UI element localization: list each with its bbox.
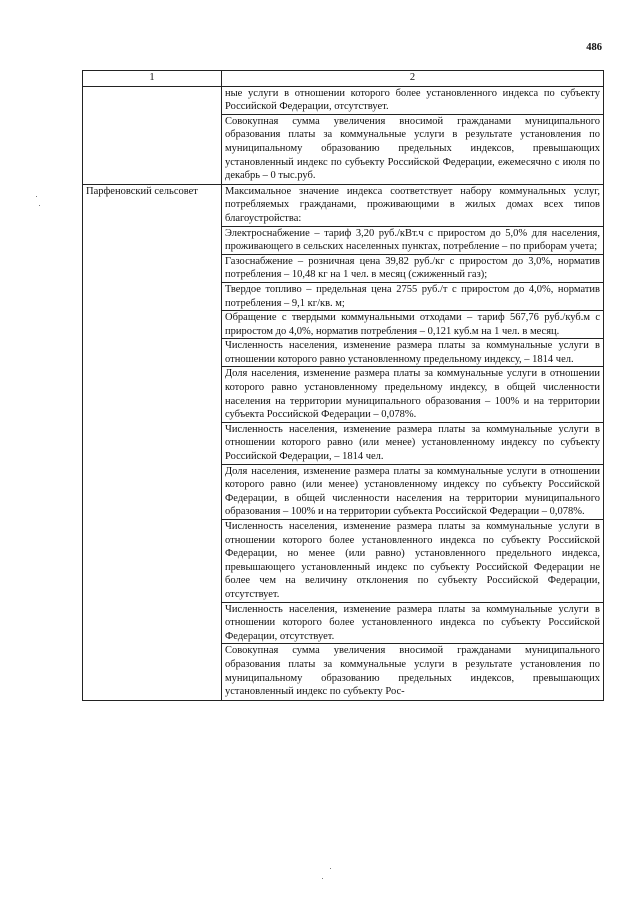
page-number: 486 bbox=[586, 42, 602, 53]
description-cell bbox=[222, 86, 604, 184]
paragraph: Твердое топливо – предельная цена 2755 руб./т с приростом до 4,0%, норматив потребления – 9,1 кг/кв. м; bbox=[222, 283, 603, 311]
paragraph: Обращение с твердыми коммунальными отходами – тариф 567,76 руб./куб.м с приростом до 4,0%, норматив потребления – 0,121 куб.м на 1 чел. в месяц. bbox=[222, 311, 603, 339]
paragraph: Численность населения, изменение размера платы за коммунальные услуги в отношении которого более установленного индекса по субъекту Российской Федерации, но менее (или равно) установленного предельного индекса, превышающего установленный индекс по субъекту Российской Федерации не более чем на величину отклонения по субъекту Российской Федерации, отсутствует. bbox=[222, 520, 603, 603]
paragraph: Совокупная сумма увеличения вносимой гражданами муниципального образования платы за коммунальные услуги в результате установления по муниципальному образованию предельных индексов, превышающих установленный индекс по субъекту Рос- bbox=[225, 645, 600, 698]
paragraph: Максимальное значение индекса соответствует набору коммунальных услуг, потребляемых гражданами, проживающими в жилых домах всех типов благоустройства: bbox=[222, 185, 603, 227]
paragraph: Доля населения, изменение размера платы за коммунальные услуги в отношении которого равно (или менее) установленному индексу по субъекту Российской Федерации, в общей численности населения на территории муниципального образования – 100% и на территории субъекта Российской Федерации – 0,078%. bbox=[222, 465, 603, 520]
paragraph: Электроснабжение – тариф 3,20 руб./кВт.ч с приростом до 5,0% для населения, проживающего в сельских населенных пунктах, потребление – по приборам учета; bbox=[222, 227, 603, 255]
scan-speck bbox=[39, 205, 40, 206]
paragraph: Численность населения, изменение размера платы за коммунальные услуги в отношении которого более установленного индекса по субъекту Российской Федерации, отсутствует. bbox=[222, 603, 603, 645]
paragraph: Газоснабжение – розничная цена 39,82 руб./кг с приростом до 3,0%, норматив потребления – 10,48 кг на 1 чел. в месяц (сжиженный газ); bbox=[222, 255, 603, 283]
table-row bbox=[83, 86, 604, 184]
paragraph: ные услуги в отношении которого более установленного индекса по субъекту Российской Федерации, отсутствует. bbox=[222, 87, 603, 115]
paragraph: Совокупная сумма увеличения вносимой гражданами муниципального образования платы за коммунальные услуги в результате установления по муниципальному образованию предельных индексов, превышающих установленный индекс по субъекту Российской Федерации, ежемесячно с июля по декабрь – 0 тыс.руб. bbox=[225, 115, 600, 182]
paragraph: Численность населения, изменение размера платы за коммунальные услуги в отношении которого равно (или менее) установленному индексу по субъекту Российской Федерации, – 1814 чел. bbox=[222, 423, 603, 465]
region-cell bbox=[83, 86, 222, 184]
scan-speck bbox=[322, 878, 323, 879]
indices-table bbox=[82, 70, 604, 701]
scan-speck bbox=[36, 196, 37, 197]
region-cell: Парфеновский сельсовет bbox=[83, 184, 222, 700]
table-header-row bbox=[83, 71, 604, 87]
description-cell bbox=[222, 184, 604, 700]
column-header-2: 2 bbox=[222, 71, 604, 87]
table-row bbox=[83, 184, 604, 700]
paragraph: Численность населения, изменение размера платы за коммунальные услуги в отношении которого равно установленному предельному индексу, – 1814 чел. bbox=[222, 339, 603, 367]
scan-speck bbox=[330, 868, 331, 869]
column-header-1: 1 bbox=[83, 71, 222, 87]
paragraph: Доля населения, изменение размера платы за коммунальные услуги в отношении которого равно установленному предельному индексу, в общей численности населения на территории муниципального образования – 100% и на территории субъекта Российской Федерации – 0,078%. bbox=[222, 367, 603, 422]
